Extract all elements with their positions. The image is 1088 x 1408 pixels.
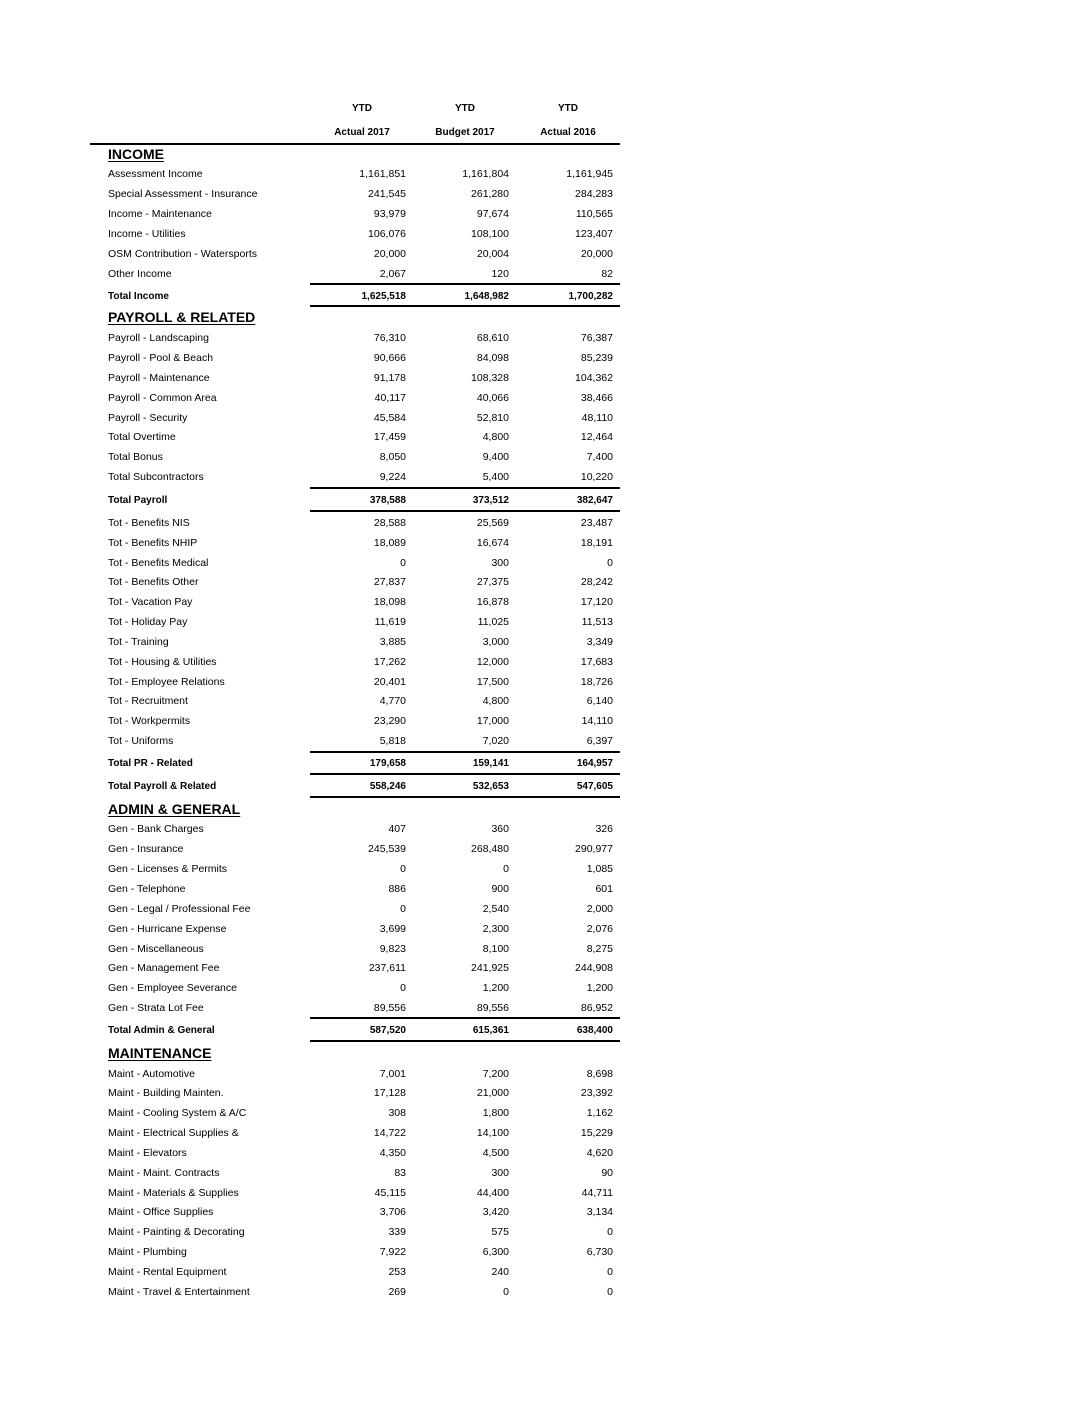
- row-label: Maint - Electrical Supplies &: [108, 1127, 239, 1139]
- table-row: [0, 656, 1088, 676]
- value-actual-2016: 1,085: [586, 863, 613, 875]
- table-row: [0, 352, 1088, 372]
- value-actual-2017: 9,823: [379, 943, 406, 955]
- column-header-actual-2017-ytd: YTD: [352, 103, 372, 114]
- table-row: [0, 982, 1088, 1002]
- value-actual-2017: 179,658: [369, 758, 406, 769]
- value-actual-2017: 3,706: [379, 1206, 406, 1218]
- row-label: Assessment Income: [108, 168, 203, 180]
- table-row: [0, 168, 1088, 188]
- value-budget-2017: 900: [491, 883, 509, 895]
- table-row: [0, 883, 1088, 903]
- value-actual-2016: 8,275: [586, 943, 613, 955]
- value-actual-2017: 14,722: [373, 1127, 406, 1139]
- value-budget-2017: 9,400: [482, 451, 509, 463]
- value-actual-2017: 27,837: [373, 576, 406, 588]
- value-actual-2016: 0: [607, 1286, 613, 1298]
- table-row: [0, 1187, 1088, 1207]
- total-row-payroll: [0, 495, 1088, 515]
- row-label: Payroll - Security: [108, 412, 188, 424]
- value-actual-2016: 2,000: [586, 903, 613, 915]
- table-row: [0, 715, 1088, 735]
- table-row: [0, 248, 1088, 268]
- value-actual-2016: 601: [595, 883, 613, 895]
- total-rule: [310, 510, 620, 512]
- row-label: Gen - Bank Charges: [108, 823, 204, 835]
- row-label: Payroll - Pool & Beach: [108, 352, 214, 364]
- column-header-actual-2016: Actual 2016: [540, 127, 596, 138]
- table-row: [0, 923, 1088, 943]
- row-label: Tot - Workpermits: [108, 715, 191, 727]
- table-row: [0, 1246, 1088, 1266]
- value-actual-2017: 3,885: [379, 636, 406, 648]
- row-label: Tot - Uniforms: [108, 735, 174, 747]
- table-row: [0, 208, 1088, 228]
- column-header-actual-2016-ytd: YTD: [558, 103, 578, 114]
- row-label: Total PR - Related: [108, 758, 193, 769]
- row-label: Gen - Licenses & Permits: [108, 863, 228, 875]
- value-actual-2016: 28,242: [580, 576, 613, 588]
- value-budget-2017: 2,300: [482, 923, 509, 935]
- value-actual-2016: 14,110: [581, 715, 613, 727]
- value-actual-2016: 4,620: [586, 1147, 613, 1159]
- value-actual-2016: 20,000: [580, 248, 613, 260]
- value-actual-2017: 20,401: [373, 676, 406, 688]
- value-actual-2017: 18,098: [373, 596, 406, 608]
- value-actual-2016: 10,220: [580, 471, 613, 483]
- value-actual-2017: 93,979: [373, 208, 406, 220]
- table-row: [0, 1002, 1088, 1022]
- value-actual-2016: 1,700,282: [568, 291, 613, 302]
- row-label: Gen - Miscellaneous: [108, 943, 204, 955]
- value-actual-2017: 269: [388, 1286, 406, 1298]
- value-actual-2016: 6,140: [586, 695, 613, 707]
- value-actual-2017: 20,000: [373, 248, 406, 260]
- row-label: Maint - Painting & Decorating: [108, 1226, 245, 1238]
- value-actual-2016: 0: [607, 557, 613, 569]
- value-budget-2017: 14,100: [476, 1127, 509, 1139]
- value-budget-2017: 52,810: [476, 412, 509, 424]
- table-row: [0, 576, 1088, 596]
- table-row: [0, 268, 1088, 288]
- value-actual-2017: 17,459: [373, 431, 406, 443]
- table-row: [0, 636, 1088, 656]
- value-actual-2017: 0: [400, 982, 406, 994]
- value-actual-2016: 90: [601, 1167, 613, 1179]
- value-budget-2017: 7,020: [482, 735, 509, 747]
- value-budget-2017: 1,161,804: [462, 168, 509, 180]
- table-row: [0, 695, 1088, 715]
- value-actual-2016: 6,730: [586, 1246, 613, 1258]
- table-row: [0, 843, 1088, 863]
- value-actual-2017: 45,115: [374, 1187, 406, 1199]
- value-budget-2017: 532,653: [472, 781, 509, 792]
- table-row: [0, 517, 1088, 537]
- value-actual-2017: 1,161,851: [359, 168, 406, 180]
- table-row: [0, 1127, 1088, 1147]
- total-rule: [310, 305, 620, 307]
- table-row: [0, 451, 1088, 471]
- row-label: Tot - Benefits Medical: [108, 557, 209, 569]
- value-actual-2017: 83: [394, 1167, 406, 1179]
- table-row: [0, 1167, 1088, 1187]
- value-actual-2017: 4,350: [379, 1147, 406, 1159]
- value-budget-2017: 68,610: [476, 332, 509, 344]
- subtotal-rule: [310, 1017, 620, 1019]
- value-actual-2017: 3,699: [379, 923, 406, 935]
- table-row: [0, 676, 1088, 696]
- row-label: Total Payroll & Related: [108, 781, 217, 792]
- total-row-income: [0, 291, 1088, 311]
- value-budget-2017: 21,000: [476, 1087, 509, 1099]
- value-actual-2016: 0: [607, 1226, 613, 1238]
- section-title-payroll: PAYROLL & RELATED: [108, 309, 256, 325]
- value-actual-2016: 244,908: [575, 962, 613, 974]
- value-actual-2017: 245,539: [368, 843, 406, 855]
- value-actual-2016: 0: [607, 1266, 613, 1278]
- value-budget-2017: 84,098: [476, 352, 509, 364]
- value-actual-2017: 5,818: [379, 735, 406, 747]
- value-budget-2017: 5,400: [482, 471, 509, 483]
- value-budget-2017: 360: [491, 823, 509, 835]
- value-budget-2017: 373,512: [472, 495, 509, 506]
- table-row: [0, 1068, 1088, 1088]
- value-actual-2017: 7,922: [379, 1246, 406, 1258]
- value-actual-2016: 23,487: [580, 517, 613, 529]
- row-label: Total Admin & General: [108, 1025, 215, 1036]
- row-label: Income - Utilities: [108, 228, 186, 240]
- value-actual-2017: 1,625,518: [361, 291, 406, 302]
- value-actual-2016: 48,110: [581, 412, 613, 424]
- table-row: [0, 1087, 1088, 1107]
- column-header-budget-2017: Budget 2017: [435, 127, 495, 138]
- value-actual-2016: 15,229: [580, 1127, 613, 1139]
- row-label: Tot - Training: [108, 636, 169, 648]
- value-actual-2016: 382,647: [576, 495, 613, 506]
- total-rule: [310, 796, 620, 798]
- value-actual-2017: 253: [388, 1266, 406, 1278]
- value-actual-2017: 28,588: [373, 517, 406, 529]
- table-row: [0, 332, 1088, 352]
- value-budget-2017: 20,004: [476, 248, 509, 260]
- value-budget-2017: 240: [491, 1266, 509, 1278]
- table-row: [0, 1107, 1088, 1127]
- row-label: Tot - Benefits NIS: [108, 517, 190, 529]
- value-actual-2017: 17,262: [373, 656, 406, 668]
- value-actual-2016: 17,683: [580, 656, 613, 668]
- table-row: [0, 863, 1088, 883]
- value-actual-2017: 241,545: [368, 188, 406, 200]
- value-budget-2017: 17,000: [476, 715, 509, 727]
- value-budget-2017: 0: [503, 863, 509, 875]
- row-label: OSM Contribution - Watersports: [108, 248, 257, 260]
- value-budget-2017: 89,556: [476, 1002, 509, 1014]
- row-label: Gen - Insurance: [108, 843, 184, 855]
- value-actual-2017: 378,588: [369, 495, 406, 506]
- value-budget-2017: 8,100: [482, 943, 509, 955]
- value-actual-2016: 23,392: [580, 1087, 613, 1099]
- value-actual-2017: 8,050: [379, 451, 406, 463]
- total-row-pr-related: [0, 758, 1088, 778]
- value-budget-2017: 108,328: [471, 372, 509, 384]
- value-budget-2017: 4,800: [482, 431, 509, 443]
- value-actual-2017: 18,089: [373, 537, 406, 549]
- value-actual-2017: 45,584: [373, 412, 406, 424]
- value-actual-2017: 23,290: [373, 715, 406, 727]
- row-label: Total Subcontractors: [108, 471, 204, 483]
- value-actual-2017: 76,310: [373, 332, 406, 344]
- row-label: Maint - Building Mainten.: [108, 1087, 224, 1099]
- value-budget-2017: 12,000: [476, 656, 509, 668]
- section-title-income: INCOME: [108, 146, 164, 162]
- value-actual-2016: 164,957: [576, 758, 613, 769]
- value-budget-2017: 0: [503, 1286, 509, 1298]
- value-actual-2017: 237,611: [368, 962, 406, 974]
- column-header-budget-2017-ytd: YTD: [455, 103, 475, 114]
- subtotal-rule: [310, 751, 620, 753]
- value-budget-2017: 97,674: [476, 208, 509, 220]
- row-label: Tot - Employee Relations: [108, 676, 225, 688]
- table-row: [0, 188, 1088, 208]
- table-row: [0, 1206, 1088, 1226]
- row-label: Tot - Benefits Other: [108, 576, 199, 588]
- value-budget-2017: 120: [491, 268, 509, 280]
- table-row: [0, 903, 1088, 923]
- value-budget-2017: 40,066: [476, 392, 509, 404]
- value-actual-2016: 123,407: [575, 228, 613, 240]
- total-rule: [310, 1040, 620, 1042]
- row-label: Gen - Management Fee: [108, 962, 220, 974]
- table-row: [0, 228, 1088, 248]
- value-actual-2017: 2,067: [379, 268, 406, 280]
- value-budget-2017: 11,025: [477, 616, 509, 628]
- value-actual-2017: 308: [388, 1107, 406, 1119]
- header-rule: [90, 143, 620, 145]
- value-actual-2017: 17,128: [373, 1087, 406, 1099]
- row-label: Special Assessment - Insurance: [108, 188, 258, 200]
- table-row: [0, 1266, 1088, 1286]
- row-label: Total Income: [108, 291, 169, 302]
- value-actual-2016: 85,239: [580, 352, 613, 364]
- row-label: Tot - Holiday Pay: [108, 616, 188, 628]
- value-actual-2017: 0: [400, 863, 406, 875]
- value-actual-2016: 6,397: [586, 735, 613, 747]
- value-actual-2016: 44,711: [581, 1187, 613, 1199]
- subtotal-rule: [310, 283, 620, 285]
- value-budget-2017: 159,141: [472, 758, 509, 769]
- value-actual-2017: 339: [388, 1226, 406, 1238]
- table-row: [0, 1147, 1088, 1167]
- value-budget-2017: 44,400: [476, 1187, 509, 1199]
- value-actual-2017: 0: [400, 903, 406, 915]
- row-label: Maint - Cooling System & A/C: [108, 1107, 247, 1119]
- value-budget-2017: 25,569: [476, 517, 509, 529]
- value-actual-2017: 91,178: [373, 372, 406, 384]
- table-row: [0, 412, 1088, 432]
- value-budget-2017: 241,925: [471, 962, 509, 974]
- value-budget-2017: 2,540: [482, 903, 509, 915]
- value-actual-2017: 407: [388, 823, 406, 835]
- row-label: Gen - Strata Lot Fee: [108, 1002, 204, 1014]
- value-actual-2016: 8,698: [586, 1068, 613, 1080]
- value-actual-2017: 40,117: [374, 392, 406, 404]
- value-actual-2016: 17,120: [580, 596, 613, 608]
- table-row: [0, 557, 1088, 577]
- section-title-admin: ADMIN & GENERAL: [108, 801, 241, 817]
- table-row: [0, 823, 1088, 843]
- row-label: Maint - Plumbing: [108, 1246, 187, 1258]
- row-label: Gen - Employee Severance: [108, 982, 237, 994]
- table-row: [0, 372, 1088, 392]
- value-budget-2017: 268,480: [471, 843, 509, 855]
- value-actual-2016: 12,464: [580, 431, 613, 443]
- row-label: Tot - Vacation Pay: [108, 596, 193, 608]
- total-row-payroll-related: [0, 781, 1088, 801]
- table-row: [0, 431, 1088, 451]
- value-actual-2017: 587,520: [369, 1025, 406, 1036]
- value-budget-2017: 27,375: [476, 576, 509, 588]
- table-row: [0, 392, 1088, 412]
- value-actual-2016: 1,200: [586, 982, 613, 994]
- row-label: Maint - Materials & Supplies: [108, 1187, 239, 1199]
- row-label: Other Income: [108, 268, 172, 280]
- value-actual-2016: 7,400: [586, 451, 613, 463]
- value-actual-2016: 38,466: [580, 392, 613, 404]
- row-label: Gen - Hurricane Expense: [108, 923, 227, 935]
- value-actual-2017: 9,224: [379, 471, 406, 483]
- value-actual-2016: 18,191: [580, 537, 613, 549]
- row-label: Total Payroll: [108, 495, 168, 506]
- value-actual-2017: 4,770: [379, 695, 406, 707]
- row-label: Tot - Recruitment: [108, 695, 188, 707]
- value-budget-2017: 1,200: [482, 982, 509, 994]
- subtotal-rule: [310, 487, 620, 489]
- table-row: [0, 1226, 1088, 1246]
- value-actual-2016: 11,513: [581, 616, 613, 628]
- value-actual-2017: 0: [400, 557, 406, 569]
- row-label: Payroll - Common Area: [108, 392, 217, 404]
- value-budget-2017: 1,800: [482, 1107, 509, 1119]
- value-budget-2017: 1,648,982: [464, 291, 509, 302]
- value-actual-2016: 18,726: [580, 676, 613, 688]
- value-actual-2016: 547,605: [576, 781, 613, 792]
- value-actual-2016: 3,134: [586, 1206, 613, 1218]
- value-budget-2017: 4,500: [482, 1147, 509, 1159]
- row-label: Total Bonus: [108, 451, 163, 463]
- value-actual-2017: 89,556: [373, 1002, 406, 1014]
- value-actual-2016: 1,162: [586, 1107, 613, 1119]
- value-budget-2017: 16,674: [476, 537, 509, 549]
- value-actual-2017: 886: [388, 883, 406, 895]
- value-actual-2016: 326: [595, 823, 613, 835]
- row-label: Payroll - Landscaping: [108, 332, 209, 344]
- value-budget-2017: 7,200: [482, 1068, 509, 1080]
- value-budget-2017: 3,420: [482, 1206, 509, 1218]
- value-budget-2017: 17,500: [476, 676, 509, 688]
- value-actual-2016: 104,362: [575, 372, 613, 384]
- table-row: [0, 537, 1088, 557]
- row-label: Maint - Elevators: [108, 1147, 187, 1159]
- row-label: Maint - Travel & Entertainment: [108, 1286, 250, 1298]
- value-actual-2017: 90,666: [373, 352, 406, 364]
- value-actual-2016: 638,400: [576, 1025, 613, 1036]
- row-label: Total Overtime: [108, 431, 176, 443]
- value-actual-2016: 2,076: [586, 923, 613, 935]
- row-label: Tot - Benefits NHIP: [108, 537, 198, 549]
- row-label: Maint - Automotive: [108, 1068, 195, 1080]
- value-actual-2017: 558,246: [369, 781, 406, 792]
- value-actual-2016: 110,565: [575, 208, 613, 220]
- table-row: [0, 962, 1088, 982]
- row-label: Maint - Maint. Contracts: [108, 1167, 220, 1179]
- value-actual-2016: 290,977: [575, 843, 613, 855]
- value-budget-2017: 4,800: [482, 695, 509, 707]
- value-actual-2016: 284,283: [575, 188, 613, 200]
- subtotal-rule: [310, 773, 620, 775]
- value-actual-2016: 76,387: [580, 332, 613, 344]
- value-budget-2017: 3,000: [482, 636, 509, 648]
- value-actual-2016: 82: [601, 268, 613, 280]
- value-budget-2017: 300: [491, 557, 509, 569]
- value-actual-2017: 106,076: [368, 228, 406, 240]
- value-budget-2017: 615,361: [472, 1025, 509, 1036]
- column-header-actual-2017: Actual 2017: [334, 127, 390, 138]
- table-row: [0, 596, 1088, 616]
- row-label: Payroll - Maintenance: [108, 372, 210, 384]
- table-row: [0, 1286, 1088, 1306]
- table-row: [0, 616, 1088, 636]
- value-budget-2017: 108,100: [471, 228, 509, 240]
- value-actual-2016: 86,952: [580, 1002, 613, 1014]
- value-actual-2016: 1,161,945: [566, 168, 613, 180]
- row-label: Income - Maintenance: [108, 208, 212, 220]
- value-actual-2016: 3,349: [586, 636, 613, 648]
- value-actual-2017: 11,619: [374, 616, 406, 628]
- value-budget-2017: 16,878: [476, 596, 509, 608]
- row-label: Maint - Rental Equipment: [108, 1266, 227, 1278]
- row-label: Tot - Housing & Utilities: [108, 656, 217, 668]
- value-budget-2017: 300: [491, 1167, 509, 1179]
- value-actual-2017: 7,001: [379, 1068, 406, 1080]
- row-label: Gen - Legal / Professional Fee: [108, 903, 251, 915]
- total-row-admin: [0, 1025, 1088, 1045]
- table-row: [0, 943, 1088, 963]
- value-budget-2017: 261,280: [471, 188, 509, 200]
- row-label: Maint - Office Supplies: [108, 1206, 214, 1218]
- section-title-maintenance: MAINTENANCE: [108, 1045, 212, 1061]
- value-budget-2017: 575: [491, 1226, 509, 1238]
- value-budget-2017: 6,300: [482, 1246, 509, 1258]
- row-label: Gen - Telephone: [108, 883, 186, 895]
